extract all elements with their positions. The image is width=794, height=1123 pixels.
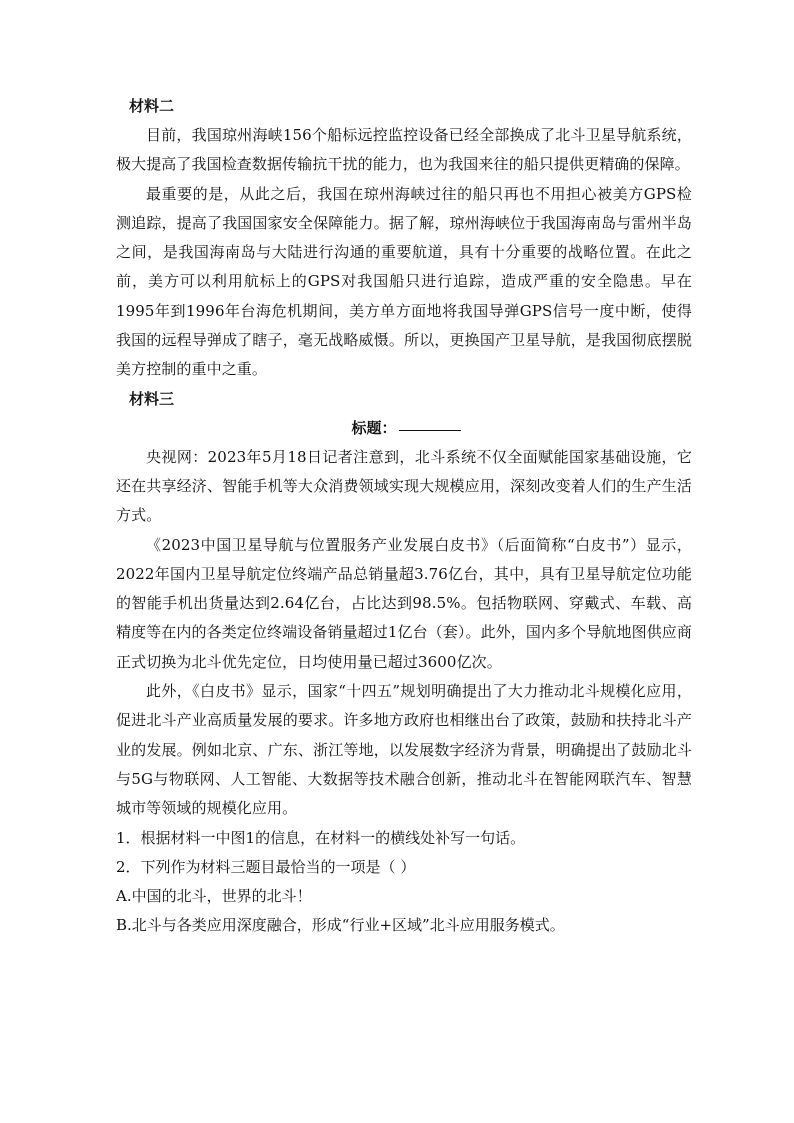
question-2-option-b: B.北斗与各类应用深度融合，形成“行业+区域”北斗应用服务模式。 — [116, 915, 565, 934]
question-2-option-a: A.中国的北斗，世界的北斗！ — [116, 886, 312, 905]
title-fill-blank — [399, 430, 461, 431]
question-1: 1．根据材料一中图1的信息，在材料一的横线处补写一句话。 — [116, 828, 526, 847]
material-3-paragraph-3: 此外，《白皮书》显示，国家“十四五”规划明确提出了大力推动北斗规模化应用，促进北斗产业高质量发展的要求。许多地方政府也相继出台了政策，鼓励和扶持北斗产业的发展。例如北京、广东、浙江等地，以发展数字经济为背景，明确提出了鼓励北斗与5G与物联网、人工智能、大数据等技术融合创新，推动北斗在智能网联汽车、智慧城市等领域的规模化应用。 — [116, 682, 692, 818]
material-2-paragraph-2: 最重要的是，从此之后，我国在琼州海峡过往的船只再也不用担心被美方GPS检测追踪，提高了我国国家安全保障能力。据了解，琼州海峡位于我国海南岛与雷州半岛之间，是我国海南岛与大陆进行沟通的重要航道，具有十分重要的战略位置。在此之前，美方可以利用航标上的GPS对我国船只进行追踪，造成严重的安全隐患。早在1995年到1996年台海危机期间，美方单方面地将我国导弹GPS信号一度中断，使得我国的远程导弹成了瞎子，毫无战略威慑。所以，更换国产卫星导航，是我国彻底摆脱美方控制的重中之重。 — [116, 184, 692, 379]
material-2-heading: 材料二 — [129, 97, 175, 115]
question-2: 2．下列作为材料三题目最恰当的一项是（ ） — [116, 857, 416, 876]
document-page — [116, 92, 692, 940]
material-3-paragraph-2: 《2023中国卫星导航与位置服务产业发展白皮书》（后面简称“白皮书”）显示，2022年国内卫星导航定位终端产品总销量超3.76亿台，其中，具有卫星导航定位功能的智能手机出货量达到2.64亿台，占比达到98.5%。包括物联网、穿戴式、车载、高精度等在内的各类定位终端设备销量超过1亿台（套）。此外，国内多个导航地图供应商正式切换为北斗优先定位，日均使用量已超过3600亿次。 — [116, 535, 692, 671]
material-2-paragraph-1: 目前，我国琼州海峡156个船标远控监控设备已经全部换成了北斗卫星导航系统，极大提高了我国检查数据传输抗干扰的能力，也为我国来往的船只提供更精确的保障。 — [116, 126, 692, 174]
material-3-heading: 材料三 — [129, 389, 175, 408]
title-label: 标题： — [351, 418, 397, 437]
material-3-paragraph-1: 央视网：2023年5月18日记者注意到，北斗系统不仅全面赋能国家基础设施，它还在共享经济、智能手机等大众消费领域实现大规模应用，深刻改变着人们的生产生活方式。 — [116, 447, 692, 525]
title-blank-line — [116, 414, 692, 443]
